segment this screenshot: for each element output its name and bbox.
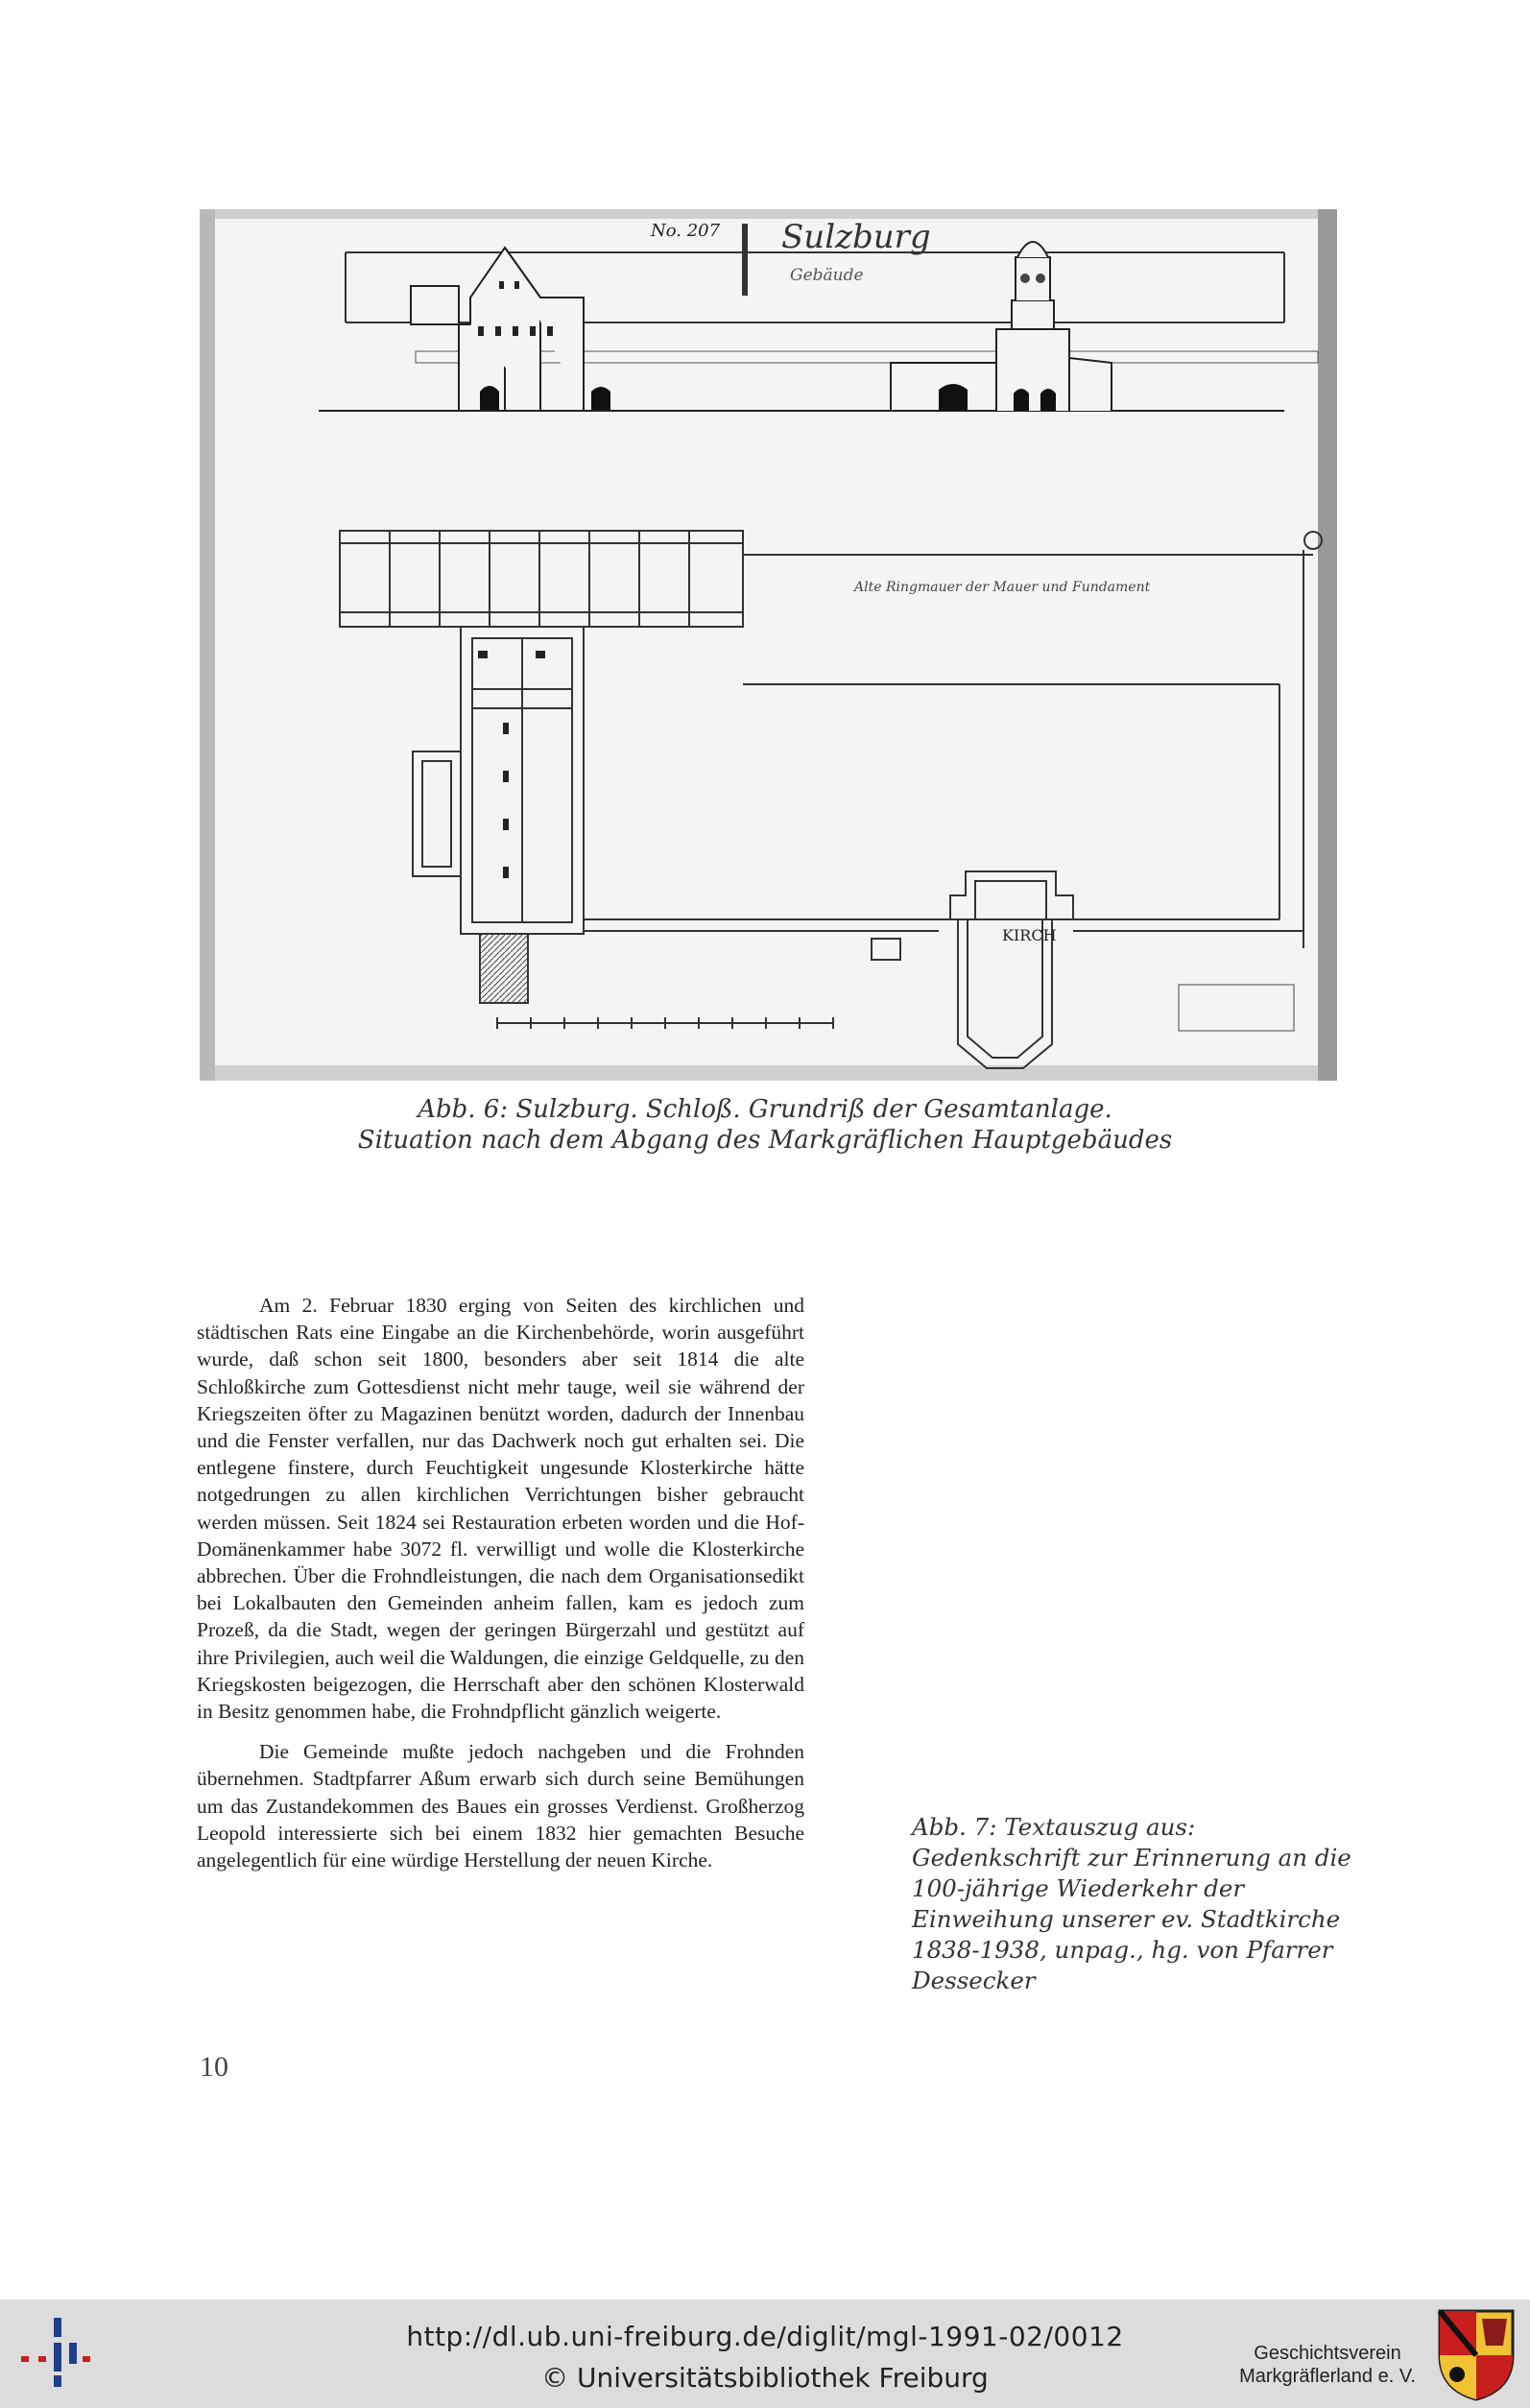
coat-of-arms-icon[interactable] [1436, 2307, 1517, 2401]
church-label: KIRCH [1002, 926, 1057, 944]
text-excerpt [197, 1292, 804, 1887]
organization-line-2: Markgräflerland e. V. [1239, 2366, 1416, 2387]
floor-plan-image [200, 209, 1337, 1081]
plan-title-label: Sulzburg [781, 218, 931, 256]
figure-7-caption-line: Gedenkschrift zur Erinnerung an die [912, 1844, 1351, 1872]
page-number: 10 [200, 2051, 228, 2083]
figure-7-caption [912, 1812, 1351, 1996]
document-url-link[interactable]: http://dl.ub.uni-freiburg.de/diglit/mgl-1991-02/0012 [406, 2321, 1124, 2352]
organization-name [1231, 2342, 1423, 2388]
plan-subtitle-label: Gebäude [790, 266, 864, 285]
plan-number-label: No. 207 [651, 221, 721, 241]
paragraph-1: Am 2. Februar 1830 erging von Seiten des kirchlichen und städtischen Rats eine Eingabe an die Kirchenbehörde, worin ausgeführt wurde, daß schon seit 1800, besonders aber seit 1814 die alte Schloßkirche zum Gottesdienst nicht mehr tauge, weil sie während der Kriegszeiten öfter zu Magazinen benützt worden, dadurch der Innenbau und die Fenster verfallen, nur das Dachwerk noch gut erhalten sei. Die entlegene finstere, durch Feuchtigkeit ungesunde Klosterkirche hätte notgedrungen zu allen kirchlichen Verrichtungen bisher gebraucht werden müssen. Seit 1824 sei Restauration erbeten worden und die Hof-Domänenkammer habe 3072 fl. verwilligt und wolle die Klosterkirche abbrechen. Über die Frohndleistungen, die nach dem Organisationsedikt bei Lokalbauten den Gemeinden anheim fallen, kam es jedoch zum Prozeß, da die Stadt, wegen der geringen Bürgerzahl und gestützt auf ihre Privilegien, auch weil die Waldungen, die einzige Geldquelle, zu den Kriegskosten beigezogen, die Herrschaft aber den schönen Klosterwald in Besitz genommen habe, die Frohndpflicht gänzlich weigerte. [197, 1294, 804, 1724]
figure-7-caption-line: Einweihung unserer ev. Stadtkirche [912, 1905, 1341, 1933]
wall-note-label: Alte Ringmauer der Mauer und Fundament [854, 580, 1151, 595]
figure-7-caption-line: Dessecker [912, 1967, 1036, 1994]
figure-7-caption-line: 100-jährige Wiederkehr der [912, 1874, 1245, 1902]
footer-bar [0, 2300, 1530, 2408]
figure-7-caption-line: 1838-1938, unpag., hg. von Pfarrer [912, 1936, 1333, 1964]
figure-7-caption-line: Abb. 7: Textauszug aus: [912, 1813, 1196, 1841]
figure-6-caption [250, 1094, 1280, 1156]
figure-6-caption-line-2: Situation nach dem Abgang des Markgräflichen Hauptgebäudes [357, 1126, 1173, 1155]
paragraph-2: Die Gemeinde mußte jedoch nachgeben und die Frohnden übernehmen. Stadtpfarrer Aßum erwarb sich durch seine Bemühungen um das Zustandekommen des Baues ein grosses Verdienst. Großherzog Leopold interessierte sich bei einem 1832 hier gemachten Besuche angelegentlich für eine würdige Herstellung der neuen Kirche. [197, 1740, 804, 1872]
organization-line-1: Geschichtsverein [1254, 2343, 1401, 2364]
figure-6-caption-line-1: Abb. 6: Sulzburg. Schloß. Grundriß der Gesamtanlage. [418, 1095, 1112, 1124]
copyright-notice: © Universitätsbibliothek Freiburg [541, 2362, 989, 2394]
